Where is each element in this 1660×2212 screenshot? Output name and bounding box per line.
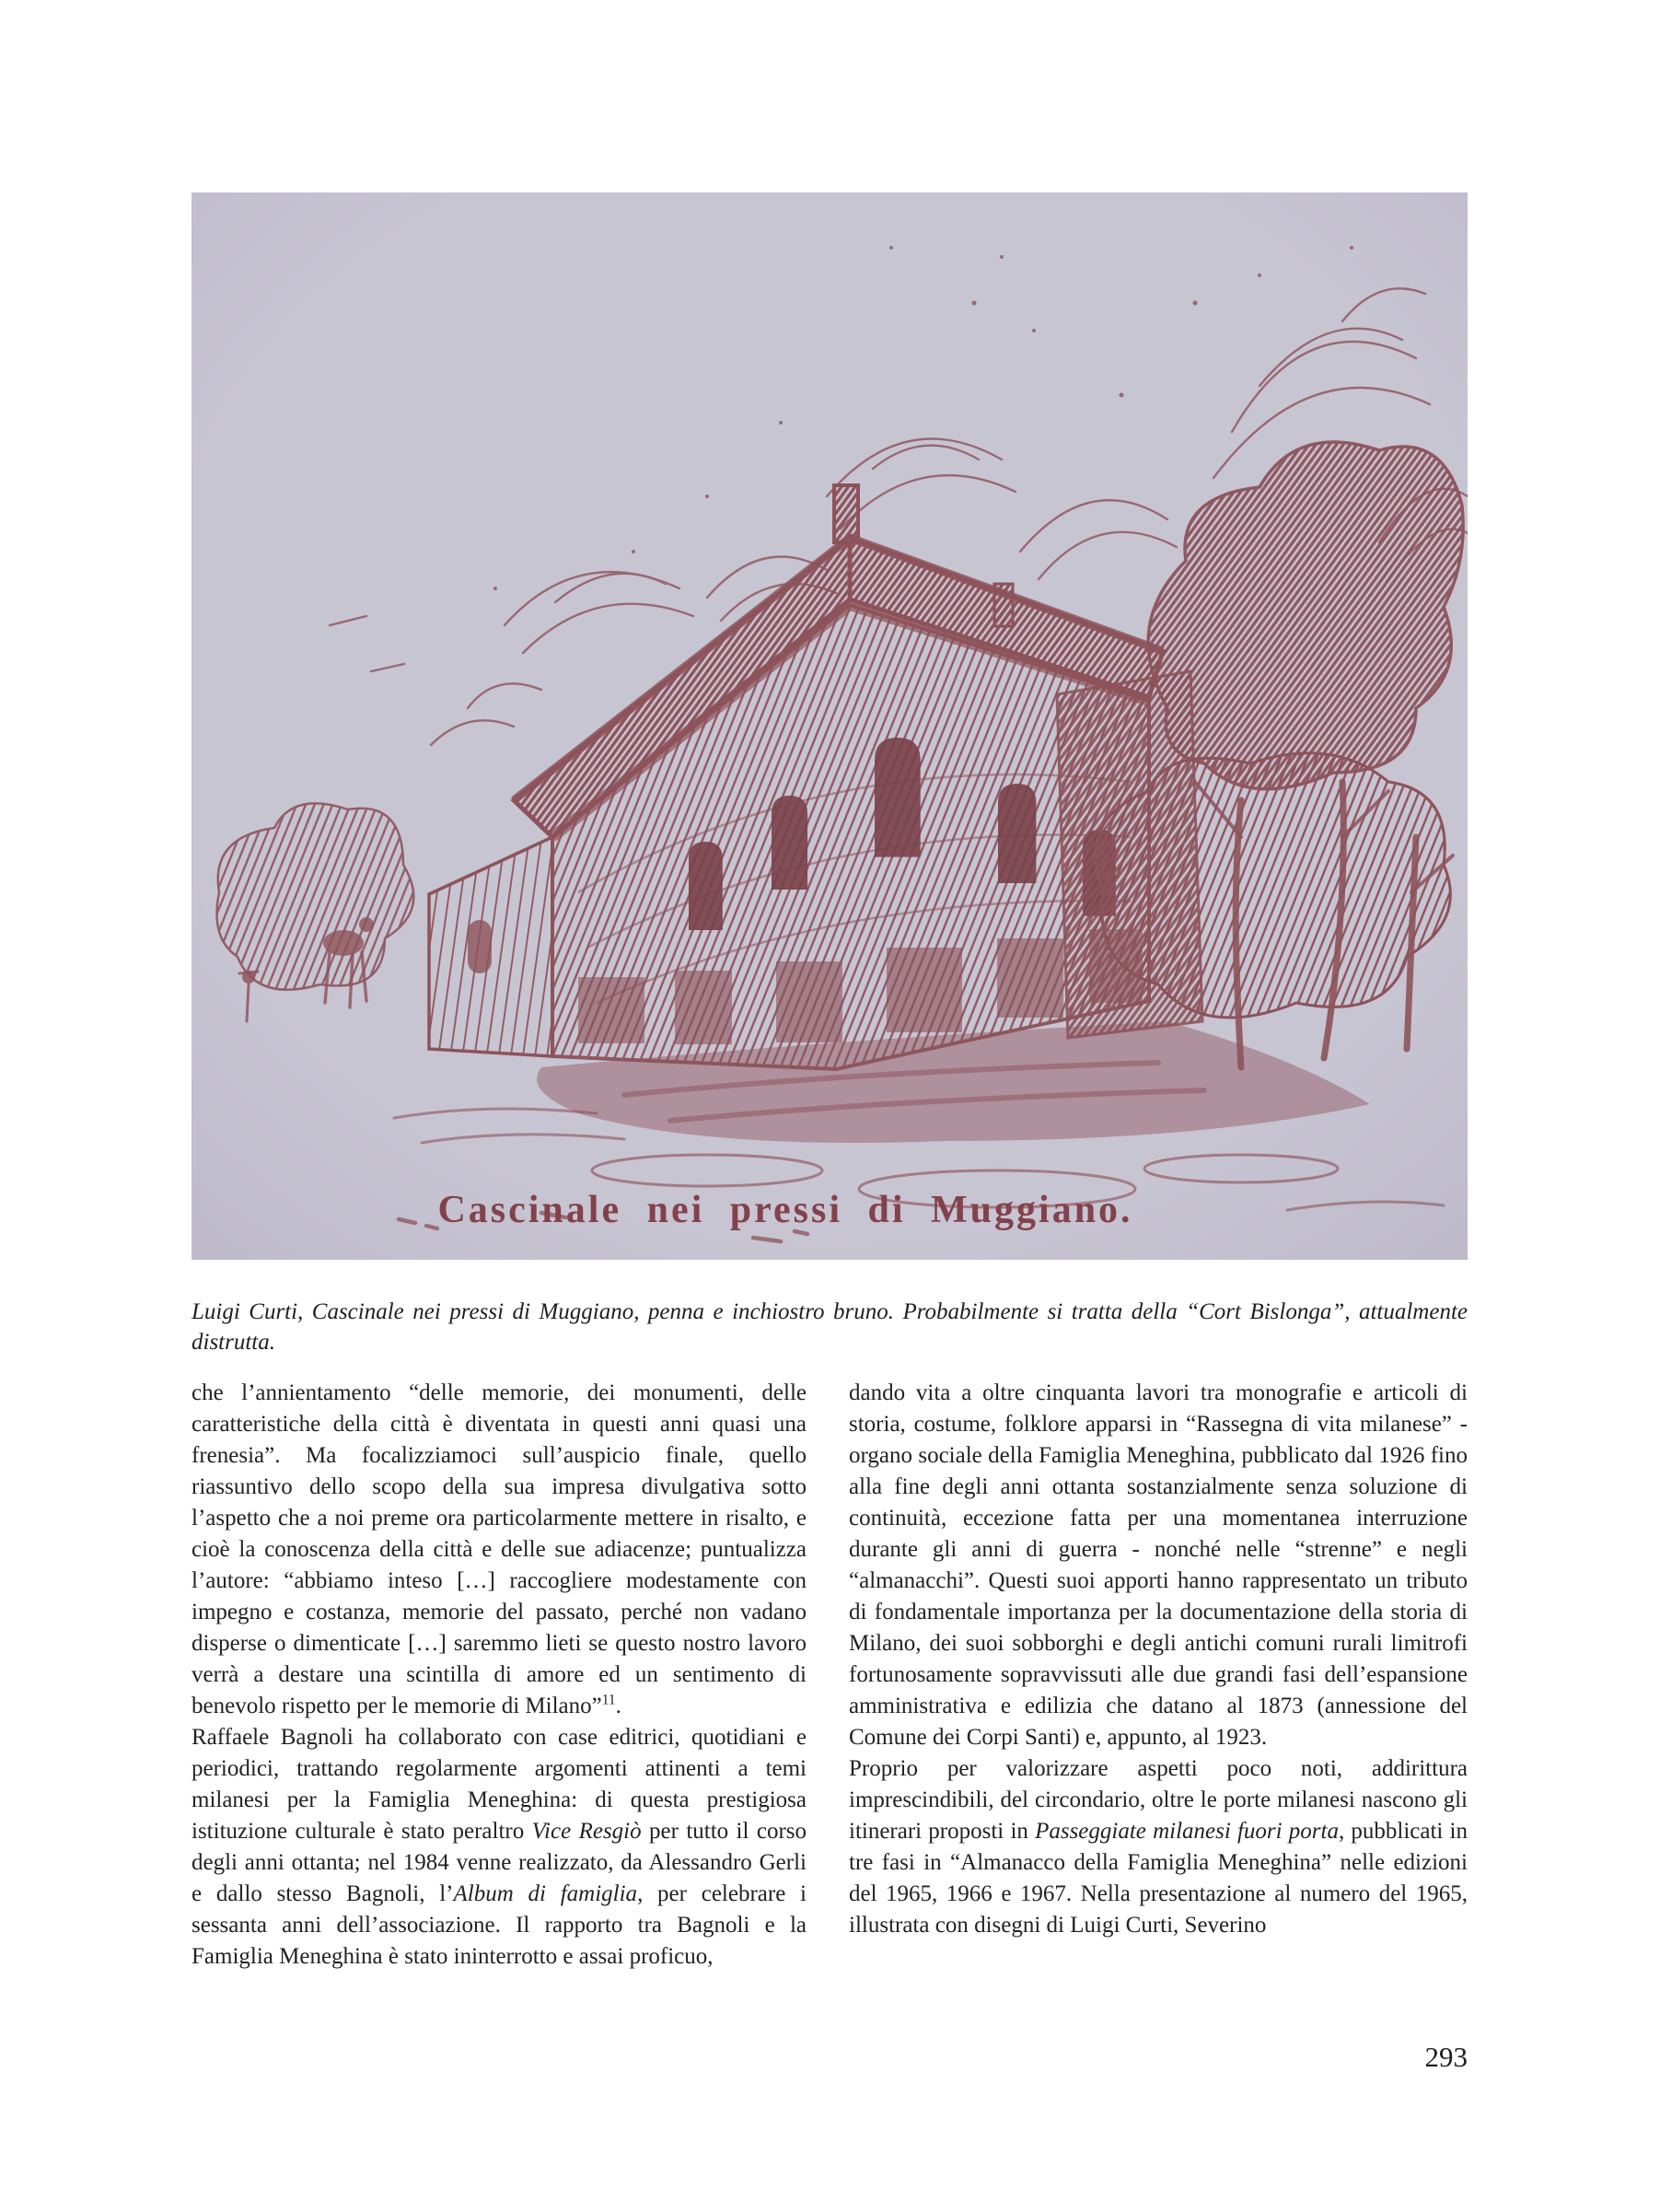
- body-column-right: [849, 1378, 1468, 1941]
- farmhouse-illustration: [192, 192, 1468, 1260]
- figure-caption-line1: Luigi Curti, Cascinale nei pressi di Muggiano, penna e inchiostro bruno. Probabilmente si tratta della “Cort Bislonga”, attualmente: [192, 1299, 1468, 1324]
- page-number: 293: [1424, 2041, 1468, 2073]
- figure-caption: [192, 1297, 1468, 1357]
- body-paragraph: Raffaele Bagnoli ha collaborato con case editrici, quotidiani e periodici, trattando regolarmente argomenti attinenti a temi milanesi per la Famiglia Meneghina: di questa prestigiosa istituzione culturale è stato peraltro Vice Resgiò per tutto il corso degli anni ottanta; nel 1984 venne realizzato, da Alessandro Gerli e dallo stesso Bagnoli, l’Album di famiglia, per celebrare i sessanta anni dell’associazione. Il rapporto tra Bagnoli e la Famiglia Meneghina è stato ininterrotto e assai proficuo,: [192, 1725, 807, 1969]
- body-column-left: [192, 1378, 807, 1973]
- scan-vignette: [192, 192, 1468, 1260]
- figure-scan: [192, 192, 1468, 1260]
- figure-caption-line2: distrutta.: [192, 1330, 275, 1355]
- body-paragraph: Proprio per valorizzare aspetti poco noti, addirittura imprescindibili, del circondario, oltre le porte milanesi nascono gli itinerari proposti in Passeggiate milanesi fuori porta, pubblicati in tre fasi in “Almanacco della Famiglia Meneghina” nelle edizioni del 1965, 1966 e 1967. Nella presentazione al numero del 1965, illustrata con disegni di Luigi Curti, Severino: [849, 1756, 1468, 1938]
- body-paragraph: che l’annientamento “delle memorie, dei monumenti, delle caratteristiche della città è diventata in questi anni quasi una frenesia”. Ma focalizziamoci sull’auspicio finale, quello riassuntivo dello scopo della sua impresa divulgativa sotto l’aspetto che a noi preme ora particolarmente mettere in risalto, e cioè la conoscenza della città e delle sue adiacenze; puntualizza l’autore: “abbiamo inteso […] raccogliere modestamente con impegno e costanza, memorie del passato, perché non vadano disperse o dimenticate […] saremmo lieti se questo nostro lavoro verrà a destare una scintilla di amore ed un sentimento di benevolo rispetto per le memorie di Milano”$^{11}$.: [192, 1380, 807, 1718]
- body-paragraph: dando vita a oltre cinquanta lavori tra monografie e articoli di storia, costume, folklore apparsi in “Rassegna di vita milanese” - organo sociale della Famiglia Meneghina, pubblicato dal 1926 fino alla fine degli anni ottanta sostanzialmente senza soluzione di continuità, eccezione fatta per una momentanea interruzione durante gli anni di guerra - nonché nelle “strenne” e negli “almanacchi”. Questi suoi apporti hanno rappresentato un tributo di fondamentale importanza per la documentazione della storia di Milano, dei suoi sobborghi e degli antichi comuni rurali limitrofi fortunosamente sopravvissuti alle due grandi fasi dell’espansione amministrativa e edilizia che datano al 1873 (annessione del Comune dei Corpi Santi) e, appunto, al 1923.: [849, 1380, 1468, 1750]
